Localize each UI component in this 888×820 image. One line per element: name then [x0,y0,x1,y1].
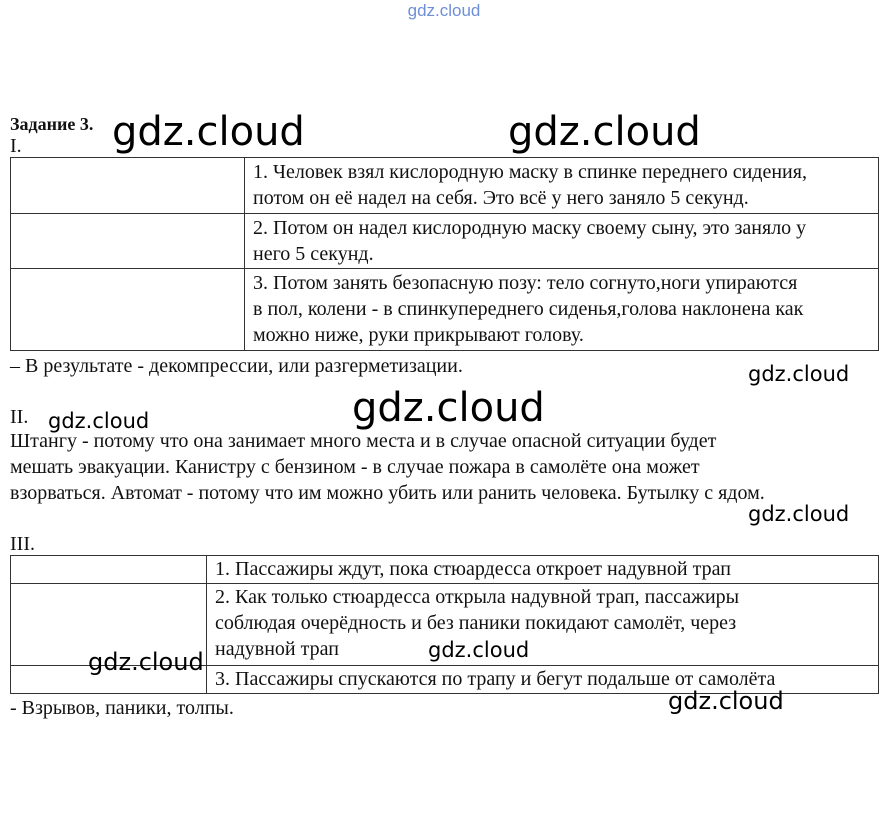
paragraph-line: Штангу - потому что она занимает много места и в случае опасной ситуации будет [10,430,717,452]
cell-line: в пол, колени - в спинкупереднего сиденья,голова наклонена как [253,298,804,320]
cell-line: можно ниже, руки прикрывают голову. [253,324,584,346]
table-row [11,214,879,269]
cell-line: 3. Потом занять безопасную позу: тело согнуто,ноги упираются [253,272,798,294]
section-3-note: - Взрывов, паники, толпы. [10,697,234,719]
cell-line: 3. Пассажиры спускаются по трапу и бегут подальше от самолёта [215,668,776,690]
cell-line: 2. Потом он надел кислородную маску своему сыну, это заняло у [253,217,807,239]
cell-line: него 5 секунд. [253,243,374,265]
empty-cell [11,214,245,269]
cell-line: потом он её надел на себя. Это всё у него заняло 5 секунд. [253,187,749,209]
cell-line: 1. Пассажиры ждут, пока стюардесса откроет надувной трап [215,558,731,580]
cell-line: 2. Как только стюардесса открыла надувной трап, пассажиры [215,586,740,608]
watermark: gdz.cloud [668,687,784,715]
cell-line: надувной трап [215,638,339,660]
watermark: gdz.cloud [352,385,545,431]
empty-cell [11,158,245,214]
watermark: gdz.cloud [48,409,150,433]
section-3-label: III. [10,533,35,555]
watermark: gdz.cloud [88,648,204,676]
watermark: gdz.cloud [428,638,530,662]
task-title: Задание 3. [10,114,94,134]
table-row [11,158,879,214]
table-row [11,269,879,351]
watermark: gdz.cloud [748,362,850,386]
section-2-label: II. [10,406,29,428]
empty-cell [11,556,207,584]
cell-line: соблюдая очерёдность и без паники покидают самолёт, через [215,612,737,634]
cell-line: 1. Человек взял кислородную маску в спинке переднего сидения, [253,161,807,183]
paragraph-line: взорваться. Автомат - потому что им можно убить или ранить человека. Бутылку с ядом. [10,482,765,504]
table-cell [207,556,879,584]
section-1-label: I. [10,135,22,157]
paragraph-line: мешать эвакуации. Канистру с бензином - в случае пожара в самолёте она может [10,456,700,478]
empty-cell [11,269,245,351]
watermark: gdz.cloud [748,502,850,526]
section-2-paragraph [10,428,765,506]
table-row [11,556,879,584]
watermark: gdz.cloud [112,109,305,155]
watermark: gdz.cloud [508,109,701,155]
table-cell [245,214,879,269]
table-cell [245,269,879,351]
table-cell [207,584,879,666]
section-1-table [10,157,879,351]
section-1-note: – В результате - декомпрессии, или разгерметизации. [10,355,463,377]
table-cell [245,158,879,214]
top-watermark: gdz.cloud [407,1,481,20]
